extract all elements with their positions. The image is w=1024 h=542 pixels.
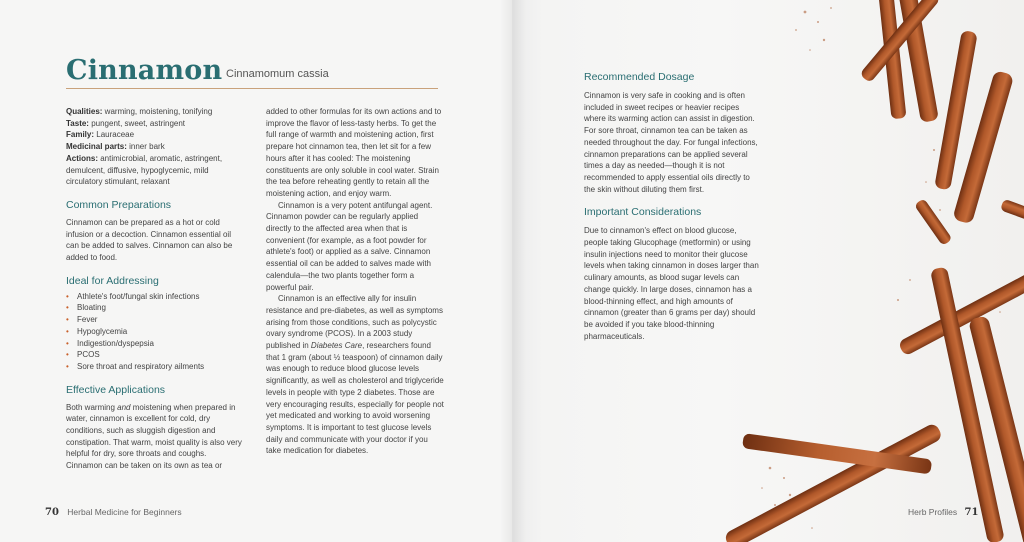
book-gutter (500, 0, 526, 542)
latin-name: Cinnamomum cassia (226, 68, 329, 80)
page-number-right: 71 (964, 507, 979, 518)
list-item: • PCOS (66, 349, 244, 361)
list-item: • Athlete's foot/fungal skin infections (66, 291, 244, 303)
common-preparations-heading: Common Preparations (66, 198, 172, 211)
list-item: • Indigestion/dyspepsia (66, 338, 244, 350)
ideal-for-list (66, 291, 244, 373)
right-footer (908, 507, 978, 518)
list-item: • Hypoglycemia (66, 326, 244, 338)
common-preparations-text: Cinnamon can be prepared as a hot or cold infusion or a decoction. Cinnamon essential oil can be added to salves. Cinnamon can also be added to food. (66, 217, 233, 263)
properties-list (66, 106, 244, 188)
left-footer (45, 507, 182, 518)
property-family: Family: Lauraceae (66, 130, 135, 140)
cinnamon-stick (1000, 199, 1024, 224)
title-divider (66, 88, 438, 89)
property-qualities: Qualities: warming, moistening, tonifying (66, 107, 213, 116)
middle-column (266, 106, 444, 457)
property-taste: Taste: pungent, sweet, astringent (66, 118, 186, 128)
section-title-footer: Herb Profiles (908, 507, 958, 517)
effective-applications-heading: Effective Applications (66, 383, 166, 396)
cinnamon-sticks-photo (700, 0, 1024, 542)
cinnamon-stick (914, 198, 953, 246)
list-item: • Sore throat and respiratory ailments (66, 361, 244, 373)
considerations-heading: Important Considerations (584, 206, 702, 219)
effective-applications-text: Both warming and moistening when prepared in water, cinnamon is excellent for cold, dry conditions, such as sluggish digestion and constipation. That warm, moist quality is also very helpful for dry, sore throats and coughs. Cinnamon can be taken on its own as tea or (66, 402, 242, 471)
list-item: • Bloating (66, 302, 244, 314)
list-item: • Fever (66, 314, 244, 326)
dosage-text: Cinnamon is very safe in cooking and is often included in sweet recipes or heavier recipes where its warming action can assist in digestion. For sore throat, cinnamon tea can be taken as needed throughout the day. For fungal infections, cinnamon preparations can be applied several times a day as needed—though it is not recommended to apply essential oils directly to the skin without diluting them first. (584, 91, 758, 194)
property-actions: Actions: antimicrobial, aromatic, astringent, demulcent, diffusive, hypoglycemic, mild circulatory stimulant, relaxant (66, 153, 223, 187)
book-title-footer: Herbal Medicine for Beginners (67, 507, 182, 517)
ideal-for-heading: Ideal for Addressing (66, 274, 159, 287)
left-column (66, 106, 244, 472)
considerations-text: Due to cinnamon's effect on blood glucose, people taking Glucophage (metformin) or using insulin injections need to monitor their glucose levels when taking cinnamon in doses larger than culinary amounts, as blood sugar levels can change quickly. In large doses, cinnamon has a blood-thinning effect, and high amounts of cinnamon (greater than 6 grams per day) should be avoided if you take blood-thinning pharmaceuticals. (584, 226, 759, 341)
property-medicinal-parts: Medicinal parts: inner bark (66, 142, 165, 152)
page-title: Cinnamon (66, 55, 223, 86)
dosage-heading: Recommended Dosage (584, 71, 695, 83)
paragraph-formulas: added to other formulas for its own actions and to improve the flavor of less-tasty herbs. To get the full range of warmth and moistening action, first prepare hot cinnamon tea, then let sit for a few hours after it has cooled: The moistening constituents are only soluble in cool water. Strain the tea before reheating gently to retain all the moistening action, and enjoy warm. (266, 107, 442, 198)
paragraph-diabetes: Cinnamon is an effective ally for insulin resistance and pre-diabetes, as well as symptoms arising from those conditions, such as polycystic ovary syndrome (PCOS). In a 2003 study published in Diabetes Care, researchers found that 1 gram (about ½ teaspoon) of cinnamon daily was enough to reduce blood glucose levels significantly, as well as cholesterol and triglyceride levels in people with type 2 diabetes. Those are very encouraging results, especially for people not yet medicated and working to avoid worsening symptoms. It is important to test glucose levels daily and communicate with your doctor if you take medication for diabetes. (266, 294, 444, 456)
paragraph-antifungal: Cinnamon is a very potent antifungal agent. Cinnamon powder can be regularly applied directly to the affected area when that is convenient (for example, as a foot powder for athlete's foot) or applied as a salve. Cinnamon essential oil can be added to salves made with calendula—the two plants together form a powerful pair. (266, 200, 433, 292)
page-number-left: 70 (45, 507, 59, 518)
